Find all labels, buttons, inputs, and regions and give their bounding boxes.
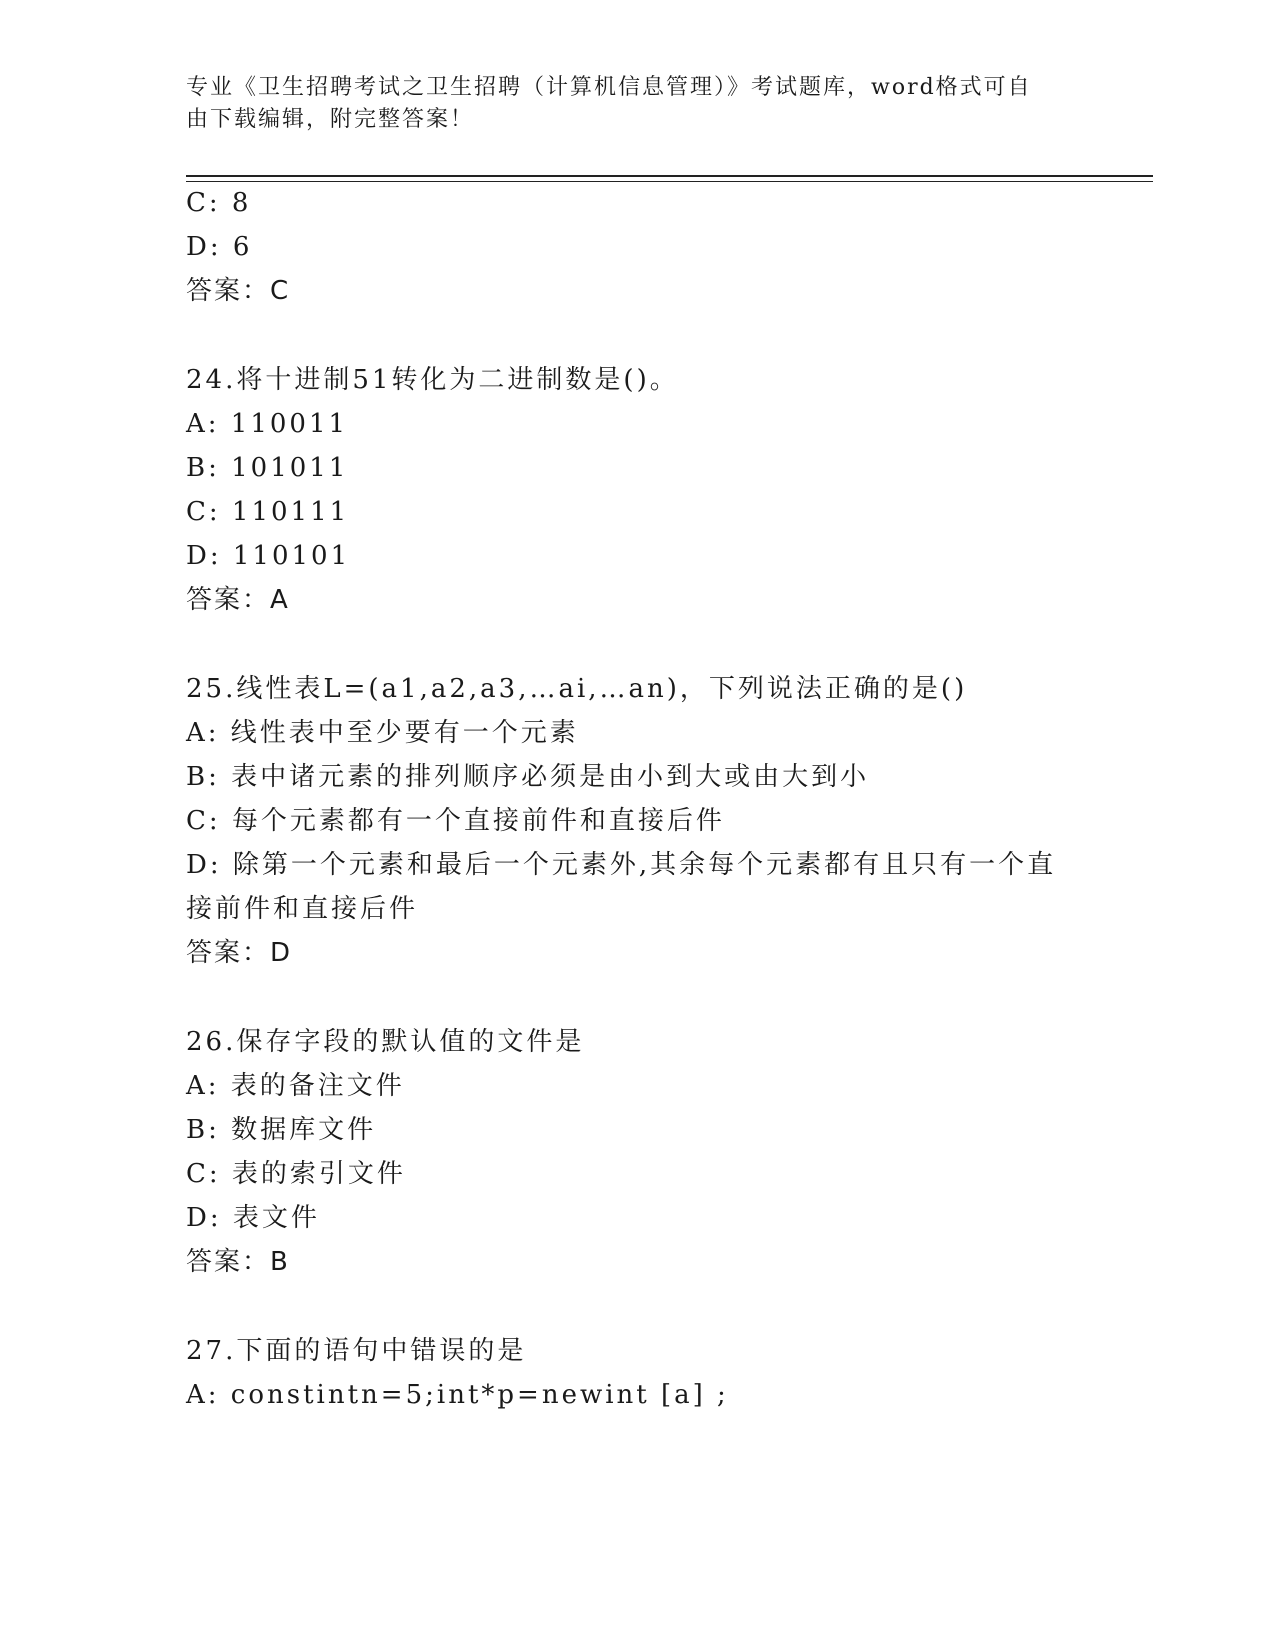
q24-answer: 答案：A [186, 585, 290, 615]
header-intro-line-2: 由下载编辑，附完整答案！ [186, 107, 475, 132]
header-rule-thick [186, 175, 1153, 177]
q25-option-b: B: 表中诸元素的排列顺序必须是由小到大或由大到小 [186, 762, 870, 792]
header-rule-thin [186, 181, 1153, 182]
prev-option-d: D: 6 [186, 232, 253, 262]
q26-option-d: D: 表文件 [186, 1203, 320, 1233]
prev-option-c: C: 8 [186, 188, 252, 218]
q27-option-a: A: constintn=5;int*p=newint [a] ; [186, 1380, 729, 1410]
q26-answer: 答案：B [186, 1247, 290, 1277]
q24-option-a: A: 110011 [186, 409, 349, 439]
q25-option-a: A: 线性表中至少要有一个元素 [186, 718, 579, 748]
prev-answer: 答案：C [186, 276, 291, 306]
q26-option-b: B: 数据库文件 [186, 1115, 377, 1145]
q24-option-d: D: 110101 [186, 541, 351, 571]
document-header [186, 72, 1066, 136]
q25-option-c: C: 每个元素都有一个直接前件和直接后件 [186, 806, 725, 836]
q27-stem: 27.下面的语句中错误的是 [186, 1336, 527, 1366]
q24-stem: 24.将十进制51转化为二进制数是()。 [186, 365, 679, 395]
q24-option-c: C: 110111 [186, 497, 350, 527]
q25-answer: 答案：D [186, 938, 293, 968]
q25-option-d-line-2: 接前件和直接后件 [186, 894, 419, 924]
q25-stem: 25.线性表L=(a1,a2,a3,…ai,…an)，下列说法正确的是() [186, 674, 968, 704]
q24-option-b: B: 101011 [186, 453, 349, 483]
q25-option-d-line-1: D: 除第一个元素和最后一个元素外,其余每个元素都有且只有一个直 [186, 850, 1057, 880]
q26-option-c: C: 表的索引文件 [186, 1159, 406, 1189]
header-intro-line-1: 专业《卫生招聘考试之卫生招聘（计算机信息管理）》考试题库，word格式可自 [186, 75, 1032, 100]
q26-option-a: A: 表的备注文件 [186, 1071, 405, 1101]
q26-stem: 26.保存字段的默认值的文件是 [186, 1027, 585, 1057]
